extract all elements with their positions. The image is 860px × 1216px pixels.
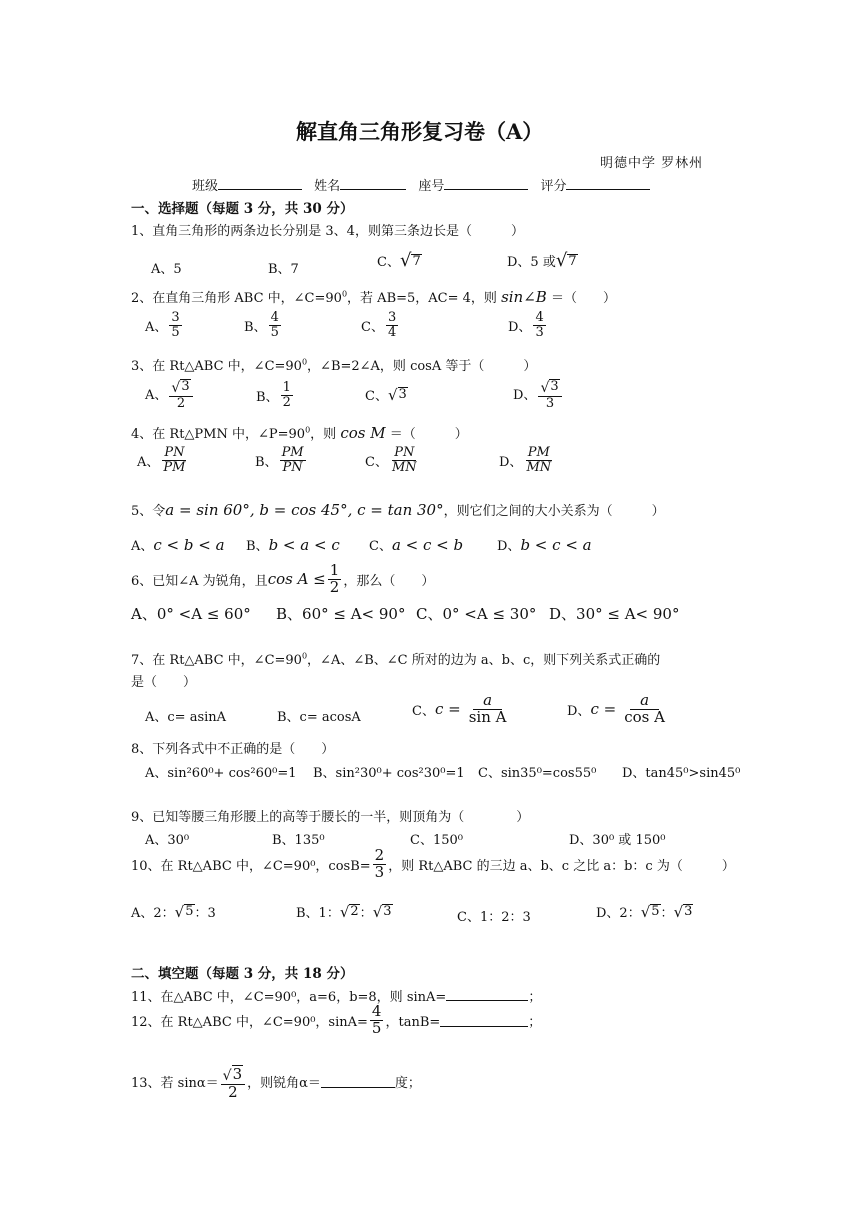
q9-option-d: D、30⁰ 或 150⁰ [569,833,666,848]
q9-option-a: A、30⁰ [145,833,190,848]
q9-option-b: B、135⁰ [272,833,325,848]
q7-option-c: C、 c = $\frac{a}{\text{sin A}}$ [412,691,507,726]
section2-title: 二、填空题（每题 3 分，共 18 分） [131,966,354,982]
q3-option-d: D、 √ 3 3 [513,377,564,410]
q3-stem: 3、在 Rt△ABC 中，$\angle C=90^0$，∠B=2∠A，则 cosA 等于（ ） [131,357,537,374]
name-label: 姓名 [314,179,341,194]
q4-option-d: D、 $\frac{PM}{MN}$ [499,445,552,475]
class-label: 班级 [192,179,219,194]
q3-option-b: B、 $\frac{1}{2}$ [256,380,291,410]
q5-stem: 5、令a = sin 60°, b = cos 45°, c = tan 30°，则它们之间的大小关系为（ ） [131,501,665,519]
q7-option-a: A、c= asinA [145,710,227,725]
q1-option-a: A、5 [151,262,182,277]
q2-option-b: B、 $\frac{4}{5}$ [244,310,279,340]
q2-option-a: A、 $\frac{3}{5}$ [145,310,180,340]
section1-title: 一、选择题（每题 3 分，共 30 分） [131,201,354,217]
student-info-row [192,175,650,194]
q10-option-b: B、1： √ 2 ： √ 3 [296,903,392,921]
q10-option-d: D、2： √ 5 ： √ 3 [596,903,693,921]
q5-option-b: B、b < a < c [246,536,340,554]
q6-option-d: D、30° ≤ A< 90° [549,605,680,623]
q10-option-c: C、1：2：3 [457,910,531,925]
name-field[interactable] [340,177,406,190]
q6-option-a: A、0° <A ≤ 60° [131,605,251,623]
q13-answer-blank[interactable] [321,1075,395,1088]
q8-option-a: A、sin²60⁰+ cos²60⁰=1 [145,766,297,781]
q3-option-a: A、 √ 3 2 [145,377,195,410]
q10-option-a: A、2： √ 5 ：3 [131,903,216,921]
seat-label: 座号 [418,179,445,194]
q4-option-a: A、 $\frac{PN}{PM}$ [137,445,186,475]
page-title: 解直角三角形复习卷（A） [296,119,544,144]
q9-option-c: C、150⁰ [410,833,463,848]
q8-option-c: C、sin35⁰=cos55⁰ [478,766,597,781]
q11-answer-blank[interactable] [446,988,528,1001]
q12-answer-blank[interactable] [440,1014,528,1027]
q8-option-d: D、tan45⁰>sin45⁰ [622,766,741,781]
q2-option-d: D、 $\frac{4}{3}$ [508,310,544,340]
q5-option-a: A、c < b < a [131,536,225,554]
q5-option-d: D、b < c < a [497,536,592,554]
seat-field[interactable] [444,177,528,190]
q6-option-b: B、60° ≤ A< 90° [276,605,406,623]
q7-stem-line2: 是（ ） [131,675,197,690]
q9-stem: 9、已知等腰三角形腰上的高等于腰长的一半，则顶角为（ ） [131,810,530,825]
q5-option-c: C、a < c < b [369,536,464,554]
score-label: 评分 [540,179,567,194]
q2-stem: 2、在直角三角形 ABC 中，$\angle C=90^0$，若 AB=5，AC= 4，则 sin∠B ＝（ ） [131,288,616,306]
class-field[interactable] [218,177,302,190]
q1-option-c: C、 √ 7 [377,250,421,271]
q6-option-c: C、0° <A ≤ 30° [416,605,537,623]
q1-option-d: D、5 或 √ 7 [507,250,577,271]
q6-stem: 6、已知∠A 为锐角，且 cos A ≤ $\frac{1}{2}$ ，那么（ ） [131,561,435,596]
q4-option-b: B、 $\frac{PM}{PN}$ [255,445,304,475]
sqrt-symbol: √ 7 [555,250,577,271]
q1-stem: 1、直角三角形的两条边长分别是 3、4，则第三条边长是（ ） [131,224,524,239]
q7-option-d: D、 c = $\frac{a}{\text{cos A}}$ [567,691,665,726]
q7-stem: 7、在 Rt△ABC 中，$\angle C=90^0$，∠A、∠B、∠C 所对的边为 a、b、c，则下列关系式正确的 [131,651,661,668]
q11-stem: 11、在△ABC 中，∠C=90⁰，a=6，b=8，则 sinA= ； [131,990,542,1005]
q8-stem: 8、下列各式中不正确的是（ ） [131,742,335,757]
q8-option-b: B、sin²30⁰+ cos²30⁰=1 [313,766,465,781]
school-author: 明德中学 罗林州 [600,156,704,171]
sqrt-symbol: √ 7 [399,250,421,271]
q12-stem: 12、在 Rt△ABC 中，∠C=90⁰，sinA= $\frac{4}{5}$ ，tanB= ； [131,1002,542,1037]
q3-option-c: C、 √ 3 [365,386,407,404]
q13-stem: 13、若 sinα＝ √ 3 2 ，则锐角α＝ 度； [131,1065,421,1101]
q4-stem: 4、在 Rt△PMN 中，$\angle P=90^0$，则 cos M ＝（ ） [131,424,468,442]
score-field[interactable] [566,177,650,190]
q4-option-c: C、 $\frac{PN}{MN}$ [365,445,417,475]
q10-stem: 10、在 Rt△ABC 中，∠C=90⁰，cosB= $\frac{2}{3}$ ，则 Rt△ABC 的三边 a、b、c 之比 a：b：c 为（ ） [131,846,735,881]
q7-option-b: B、c= acosA [277,710,361,725]
q1-option-b: B、7 [268,262,299,277]
q2-option-c: C、 $\frac{3}{4}$ [361,310,397,340]
